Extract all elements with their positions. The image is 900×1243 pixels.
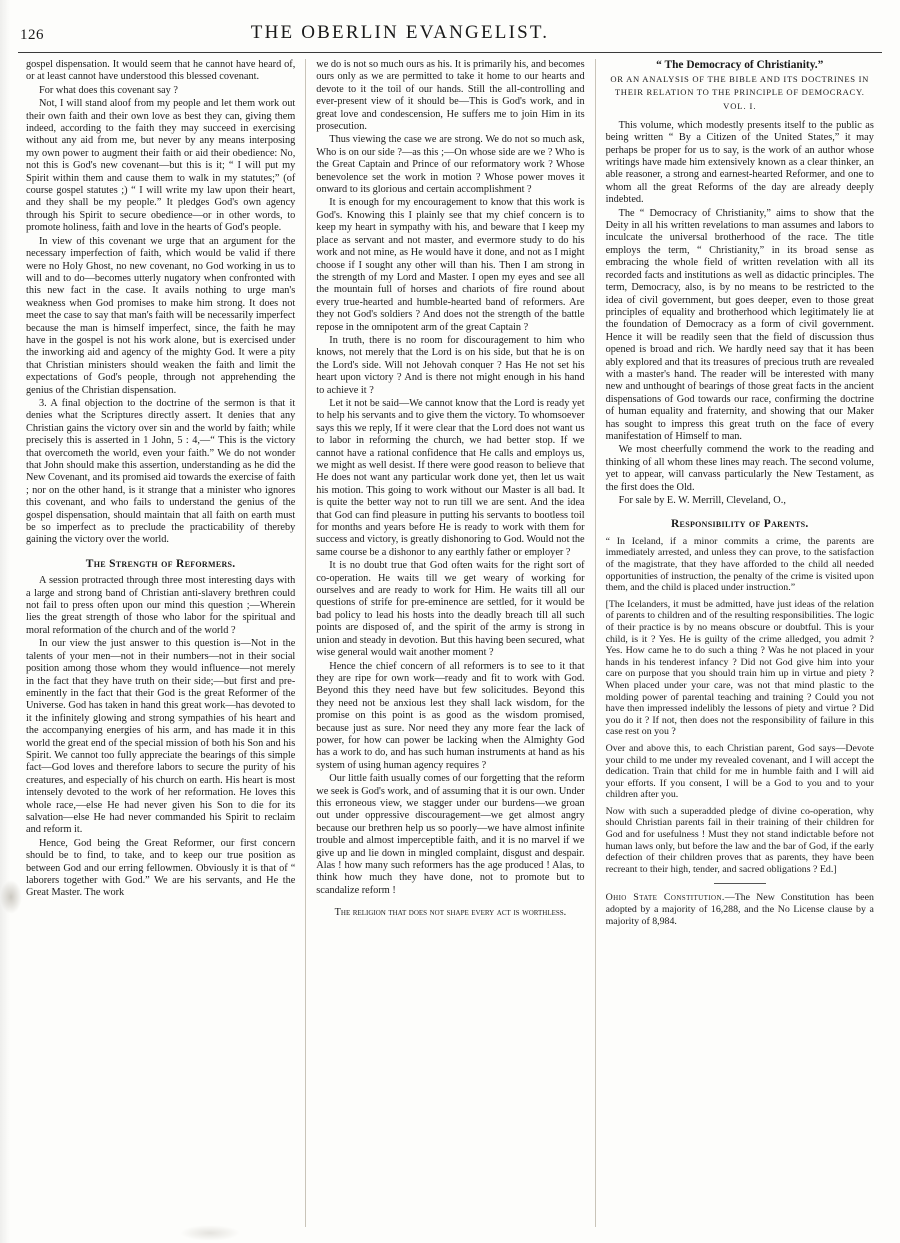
masthead-rule [18, 52, 882, 53]
editor-comment-1: [The Icelanders, it must be admitted, have just ideas of the relation of parents to children and of the resulting responsibilities. The logic of their practice is by no means obscure or doubtful. This is your child, is it ? Yes. He is guilty of the crime alledged, you admit ? Yes. How came he to do such a thing ? Was he not placed in your hands in his tenderest infancy ? Did not God give him into your care on purpose that you should train him up in virtue and piety ? When placed under your care, was not that mind plastic to the molding power of parental teaching and training ? Could you not have then impressed indelibly the lessons of piety and virtue ? Did you do it ? If not, then does not the responsibility of failure in this case rest on you ? [605, 598, 874, 738]
paragraph: For sale by E. W. Merrill, Cleveland, O., [618, 495, 786, 506]
paragraph: Our little faith usually comes of our forgetting that the reform we seek is God's work, and of assuming that it is our own. Under this erroneous view, we stagger under our burdens—we groan out under oppressive discouragement—we get almost angry because our brethren help us so poorly—we have almost infinite trouble and almost imperceptible faith, and it is no marvel if we give up and lie down in mingled complaint, disgust and despair. Alas ! how many such reformers has the age produced ! Alas, to think how much they have done, not to promote but to scandalize reform ! [316, 773, 585, 896]
article-subhead-line-1: OR AN ANALYSIS OF THE BIBLE AND ITS DOCTRINES IN [610, 74, 870, 85]
paragraph: Let it not be said—We cannot know that the Lord is ready yet to help his servants and to give them the victory. To whomsoever says this we reply, If it were clear that the Lord does not want us to labor in reforming the church, we had better stop. If we cannot have a rational confidence that He calls and employs us, we might as well desist. If there were good reason to believe that He does not want any particular work done yet, then let us wait his motion. This going to work without our Master is all bad. It is quite the better way not to run till we are sent. And the idea that God can find pleasure in putting his servants to bootless toil for months and years before He is ready to work with them for success and victory, is greatly dishonoring to God. Would not the same course be a dishonor to any earthly father or employer ? [316, 397, 585, 558]
paragraph: Thus viewing the case we are strong. We do not so much ask, Who is on our side ?—as this ;—On whose side are we ? Who is the Great Captain and Prince of our reformatory work ? Whose benevolence set the work in motion ? Whose power moves it onward to its glorious and certain accomplishment ? [316, 134, 585, 196]
editor-comment-3: Now with such a superadded pledge of divine co-operation, why should Christian parents fail in their training of their children for God and for usefulness ! Must they not stand indictable before not human laws only, but before the law and the bar of God, if the early defection of their children proves that as parents, they have been recreant to their high, tender, and sacred obligations ? Ed.] [605, 805, 874, 875]
paragraph: we do is not so much ours as his. It is primarily his, and becomes ours only as we are permitted to take it home to our hearts and devote to it the toil of our hands. Still the all-controlling and ever-present view of it should be—This is God's work, and in great love and condescension, He suffers me to join Him in its prosecution. [316, 59, 585, 133]
column-1 [16, 59, 305, 1227]
editor-comment-2: Over and above this, to each Christian parent, God says—Devote your child to me under my revealed covenant, and I will accept the dedication. Train that child for me in humble faith and I will aid your efforts. If you consent, I will be a God to you and to your children after you. [605, 742, 874, 801]
paragraph: Hence the chief concern of all reformers is to see to it that they are ripe for own work—ready and fit to work with God. Beyond this they need have but few solicitudes. Beyond this they need not be anxious lest they shall lack wisdom, for the promise on this point is as good as the wisdom promised, because just as sure. Nor need they any more fear the lack of power, for how can power be lacking when the Almighty God has a work to do, and has such human instruments at hand as his system of using human agency requires ? [316, 660, 585, 771]
paragraph: In view of this covenant we urge that an argument for the necessary imperfection of faith, which would be valid if there were no Holy Ghost, no new covenant, no God working in us to will and to do—becomes utterly nugatory when confronted with this new fact in the case. It avails nothing to urge man's weakness when God promises to make him strong. It does not meet the case to say that man's faith will be necessarily imperfect because the man is himself imperfect, since, the faith he may have in the gospel is not his work alone, but is exercised under the inworking aid and agency of the mighty God. It were a pity that Christian ministers should weaken the faith and limit the expectations of God's people, through not apprehending the genius of the Christian dispensation. [26, 235, 296, 396]
paragraph: 3. A final objection to the doctrine of the sermon is that it denies what the Scriptures directly assert. It denies that any Christian gains the victory over sin and the world by faith; while precisely this is asserted in 1 John, 5 : 4,—“ This is the victory that overcometh the world, even your faith.” We do not wonder that John should make this assertion, understanding as he did the New Covenant, and its promised aid towards the exercise of faith ; nor on the other hand, is it strange that a minister who ignores this covenant, and who fails to understand the genius of the gospel dispensation, should maintain that all faith on earth must be so imperfect as to preclude the practicability of thereby gaining the victory over the world. [26, 397, 296, 546]
scan-edge-shadow [0, 0, 10, 1243]
column-2 [305, 59, 594, 1227]
ohio-constitution-lead: Ohio State Constitution. [605, 892, 725, 904]
article-volume-line: VOL. I. [723, 101, 757, 112]
article-subhead-line-2: THEIR RELATION TO THE PRINCIPLE OF DEMOCRACY. [614, 87, 865, 98]
paragraph: A session protracted through three most interesting days with a large and strong band of Christian anti-slavery brethren could not fail to press often upon our mind this question ;—Wherein lies the great strength of those who labor for the spiritual and moral reformation of the church and of the world ? [26, 575, 296, 636]
masthead-title: THE OBERLIN EVANGELIST. [250, 22, 550, 43]
paragraph: gospel dispensation. It would seem that he cannot have heard of, or at least cannot have understood this blessed covenant. [26, 59, 296, 83]
paragraph: In our view the just answer to this question is—Not in the talents of your men—not in their numbers—not in their social position among those whom they would influence—not merely in the fact that they have truth on their side;—but first and pre-eminently in the fact that their God is the great Reformer of the Universe. God has taken in hand this great work—has devoted to it the infinitely glowing and strong sympathies of his heart and the accompanying energies of his arm, and has made it in this world the great end of the special mission of both his Son and his Spirit. We cannot too fully appreciate the bearings of this simple fact—God loves and therefore labors to secure the purity of his creatures, and especially of his church on earth. His heart is most intensely devoted to the work of her reformation. He loves this whole race,—else He had never given his Son to die for its salvation—else He had never commanded his Spirit to reclaim and reform it. [26, 638, 296, 836]
paragraph: For what does this covenant say ? [39, 84, 178, 96]
column-container [16, 59, 884, 1227]
paragraph: We most cheerfully commend the work to the reading and thinking of all whom these lines may reach. The second volume, yet to appear, will canvass particularly the New Testament, as the first does the Old. [605, 444, 874, 493]
paragraph: It is no doubt true that God often waits for the right sort of co-operation. He waits till we get weary of working for ourselves and are ready to work for Him. He waits till all our questions of strife for pre-eminence are settled, for it would be bad policy to lead his hosts into the deadly breach till all such points are disposed of, and the spirit of the army is strong in union and steady in devotion. But this having been secured, what wise general would wait another moment ? [316, 560, 585, 659]
page-folio: 126 [20, 27, 44, 43]
article-headline: “ The Democracy of Christianity.” [656, 59, 824, 71]
paragraph: It is enough for my encouragement to know that this work is God's. Knowing this I plainly see that my chief concern is to keep my heart in sympathy with his, and beware that I keep my place as servant and not master, and evermore study to do his work and not mine, as He would have it done, and not as I might choose if I sought any other will than his. Then I am strong in the strength of my Lord and Master. I open my eyes and see all the mountain full of horses and chariots of fire round about every true-hearted and humble-hearted band of reformers. Are they not God's soldiers ? And does not the strength of the battle repose in the omnipotent arm of the great Captain ? [316, 197, 585, 333]
section-heading-responsibility-of-parents: Responsibility of Parents. [670, 518, 809, 531]
closing-aphorism: The religion that does not shape every act is worthless. [334, 907, 567, 919]
paragraph: This volume, which modestly presents itself to the public as being written “ By a Citizen of the United States,” it may perhaps be proper for us to say, is the work of an author whose writings have made him extensively known as a clear thinker, an able reasoner, a strong and earnest-hearted Reformer, and one to whom all the great Reforms of the day are already deeply indebted. [605, 119, 874, 206]
iceland-quote: “ In Iceland, if a minor commits a crime, the parents are immediately arrested, and unless they can prove, to the satisfaction of the magistrate, that they have afforded to the child all needed opportunities of instruction, the penalty of the crime is visited upon them, and the child is placed under instruction.” [605, 535, 874, 594]
paragraph: Hence, God being the Great Reformer, our first concern should be to find, to take, and to keep our true position as between God and our erring fellowmen. Obviously it is that of “ laborers together with God.” We are his servants, and He the Great Master. The work [26, 837, 296, 899]
column-3 [595, 59, 884, 1227]
paragraph: The “ Democracy of Christianity,” aims to show that the Deity in all his written revelations to man assumes and labors to inculcate the universal brotherhood of the race. The title employs the term, “ Christianity,” in its broad sense as embracing the whole field of written revelation with all its recorded facts and institutions as well as didactic principles. The term, Democracy, also, is by no means to be restricted to the idea of civil government, but goes deeper, even to those great principles of equality and brotherhood which legitimately lie at the foundation of Democracy as a form of civil government. Hence it will be readily seen that the field of discussion thus opened is broad and rich. We hardly need say that it has been ably explored and that its treasures of precious truth are revealed with a master's hand. The reader will be interested with many new and unthought of bearings of those great facts in the ancient dispensations of God towards our race, confirming the doctrine of human equality and fraternity, and showing that our Maker has sought to impress this great truth on the face of every manifestation of Himself to man. [605, 207, 874, 442]
section-heading-strength-of-reformers: The Strength of Reformers. [85, 557, 236, 570]
section-divider-rule [714, 883, 766, 884]
scan-blot-bottom [180, 1225, 240, 1241]
ohio-constitution-note [606, 892, 874, 927]
ohio-constitution-body: —The New Constitution has been adopted by a majority of 16,288, and the No License clause by a majority of 8,984. [605, 892, 874, 928]
masthead [16, 18, 884, 50]
paragraph: In truth, there is no room for discouragement to him who knows, not merely that the Lord is on his side, but that he is on the Lord's side. Will not Jehovah conquer ? Has He not set his heart upon victory ? And is there not might enough in his hand to achieve it ? [316, 334, 585, 396]
paragraph: Not, I will stand aloof from my people and let them work out their own faith and their own love as best they can, giving them indeed, according to the faith they may succeed in exercising without any aid from me, but never by any means interposing my own power to augment their faith or aid their obedience: No, not this is God's new covenant—but this is it; “ I will put my Spirit within them and cause them to walk in my statutes;” (of course gospel statutes ;) “ I will write my law upon their heart, and they shall be my people.” It pledges God's own agency through his Spirit to secure obedience—or in other words, to promote holiness, faith and love in the hearts of God's people. [26, 98, 296, 234]
